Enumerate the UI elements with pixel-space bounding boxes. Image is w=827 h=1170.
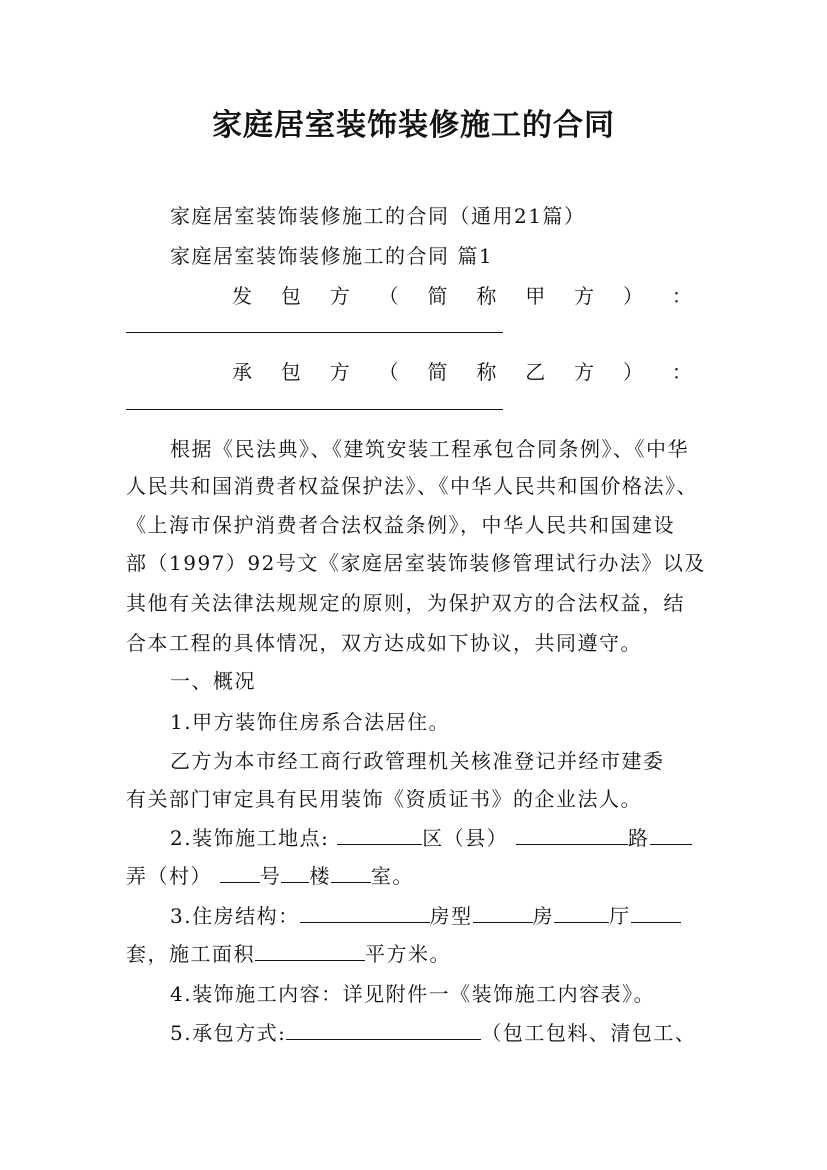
lane-no-blank[interactable]	[650, 825, 692, 845]
district-label: 区（县）	[422, 826, 509, 850]
contract-options: （包工包料、清包工、	[481, 1021, 697, 1045]
paragraph-line: 部（1997）92号文《家庭居室装饰装修管理试行办法》以及	[126, 551, 706, 575]
clause-5-label: 5.承包方式:	[170, 1021, 287, 1045]
clause-2	[170, 822, 692, 851]
clause-1: 1.甲方装饰住房系合法居住。	[170, 710, 451, 734]
number-label: 号	[259, 864, 282, 888]
road-label: 路	[628, 826, 650, 850]
paragraph-line: 根据《民法典》、《建筑安装工程承包合同条例》、《中华	[170, 437, 689, 461]
party-a-char: 甲	[525, 284, 546, 308]
party-a-char: 方	[574, 284, 595, 308]
party-a-char: 方	[329, 284, 350, 308]
paragraph-line: 合本工程的具体情况，双方达成如下协议，共同遵守。	[126, 631, 642, 655]
party-b-char: 承	[232, 360, 252, 384]
lane-label: 弄（村）	[126, 864, 212, 888]
party-b-char: 方	[574, 360, 595, 384]
building-blank[interactable]	[281, 863, 309, 883]
sets-blank[interactable]	[631, 903, 681, 923]
clause-1-line: 有关部门审定具有民用装饰《资质证书》的企业法人。	[126, 787, 642, 811]
type-label: 房型	[429, 904, 473, 928]
structure-blank[interactable]	[300, 903, 430, 923]
room-blank[interactable]	[331, 863, 371, 883]
party-a-char: （	[378, 284, 399, 308]
area-label: 套，施工面积	[126, 942, 255, 966]
party-a-char: 简	[427, 284, 448, 308]
section-heading: 一、概况	[170, 669, 256, 693]
party-b-blank-line	[126, 409, 503, 410]
number-blank[interactable]	[220, 863, 260, 883]
party-a-char: ：	[671, 284, 692, 308]
building-label: 楼	[309, 864, 331, 888]
document-title: 家庭居室装饰装修施工的合同	[212, 108, 615, 143]
contract-type-blank[interactable]	[286, 1020, 481, 1040]
party-a-char: 发	[232, 284, 252, 308]
clause-3-line	[126, 938, 451, 967]
party-b-char: 简	[427, 360, 448, 384]
paragraph-line: 《上海市保护消费者合法权益条例》，中华人民共和国建设	[126, 513, 675, 537]
party-b-char: 方	[329, 360, 350, 384]
rooms-blank[interactable]	[473, 903, 533, 923]
road-blank[interactable]	[516, 825, 628, 845]
area-unit-label: 平方米。	[365, 942, 451, 966]
clause-2-line	[126, 860, 414, 889]
party-b-char: ）	[623, 360, 643, 384]
party-b-char: ：	[671, 360, 692, 384]
clause-1-line: 乙方为本市经工商行政管理机关核准登记并经市建委	[170, 749, 665, 773]
clause-4: 4.装饰施工内容：详见附件一《装饰施工内容表》。	[170, 982, 656, 1006]
paragraph-line: 其他有关法律法规规定的原则，为保护双方的合法权益，结	[126, 591, 685, 615]
part-heading: 家庭居室装饰装修施工的合同 篇1	[170, 244, 494, 268]
party-b-char: 称	[476, 360, 497, 384]
party-a-char: 包	[280, 284, 301, 308]
area-blank[interactable]	[255, 941, 365, 961]
party-b-char: （	[378, 360, 399, 384]
room-label: 室。	[370, 864, 414, 888]
party-b-char: 包	[280, 360, 301, 384]
clause-3	[170, 900, 681, 929]
halls-label: 厅	[609, 904, 631, 928]
district-blank[interactable]	[337, 825, 422, 845]
clause-3-label: 3.住房结构：	[170, 904, 300, 928]
party-b-label	[232, 356, 692, 385]
party-b-char: 乙	[525, 360, 546, 384]
clause-5	[170, 1017, 696, 1046]
document-subtitle: 家庭居室装饰装修施工的合同（通用21篇）	[170, 204, 586, 228]
party-a-blank-line	[126, 332, 503, 333]
party-a-char: 称	[476, 284, 497, 308]
party-a-label	[232, 280, 692, 309]
halls-blank[interactable]	[554, 903, 609, 923]
paragraph-line: 人民共和国消费者权益保护法》、《中华人民共和国价格法》、	[126, 474, 698, 498]
rooms-label: 房	[532, 904, 555, 928]
clause-2-label: 2.装饰施工地点:	[170, 826, 330, 850]
party-a-char: ）	[623, 284, 643, 308]
